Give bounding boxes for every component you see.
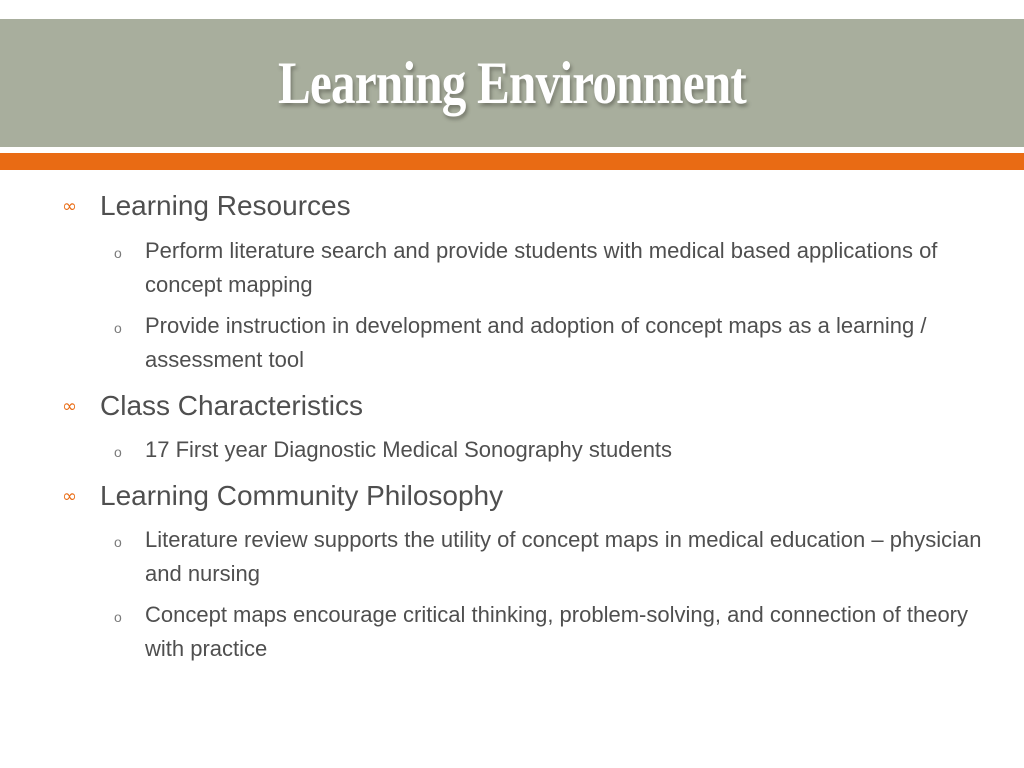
list-item: Literature review supports the utility of concept maps in medical education – physician and nursing xyxy=(145,527,982,586)
item-bullet-icon: o xyxy=(114,534,122,550)
section-bullet-icon: ∞ xyxy=(62,396,77,417)
list-item: 17 First year Diagnostic Medical Sonography students xyxy=(145,437,673,462)
item-bullet-icon: o xyxy=(114,444,122,460)
item-bullet-icon: o xyxy=(114,609,122,625)
slide-title: Learning Environment xyxy=(278,49,746,116)
section-heading-learning-resources: Learning Resources xyxy=(100,190,351,221)
list-item: Perform literature search and provide students with medical based applications of concept mapping xyxy=(145,238,938,297)
section-heading-class-characteristics: Class Characteristics xyxy=(100,390,363,421)
section-bullet-icon: ∞ xyxy=(62,196,77,217)
list-item: Provide instruction in development and adoption of concept maps as a learning / assessment tool xyxy=(145,313,927,372)
item-bullet-icon: o xyxy=(114,320,122,336)
section-heading-learning-community-philosophy: Learning Community Philosophy xyxy=(100,480,504,511)
section-bullet-icon: ∞ xyxy=(62,486,77,507)
item-bullet-icon: o xyxy=(114,245,122,261)
list-item: Concept maps encourage critical thinking, problem-solving, and connection of theory with practice xyxy=(145,602,969,661)
